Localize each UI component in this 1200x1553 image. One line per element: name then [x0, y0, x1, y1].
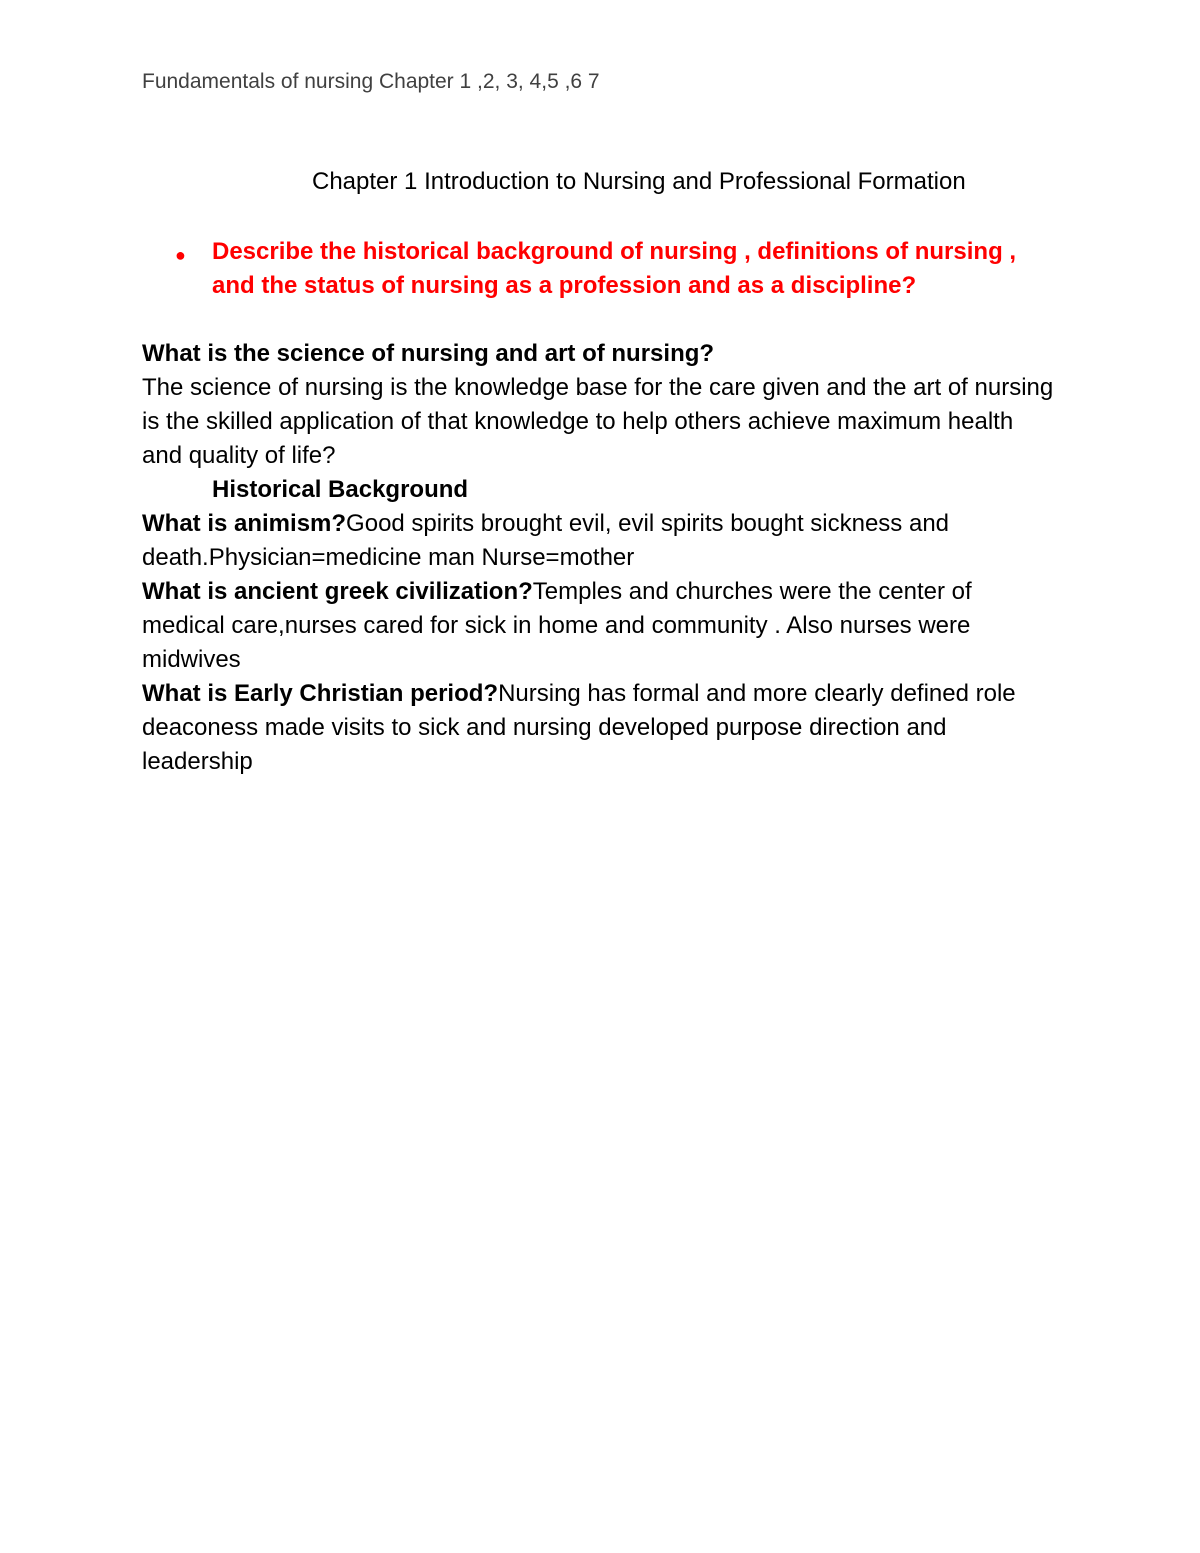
bullet-icon: ●: [175, 245, 186, 265]
document-body: [142, 337, 1057, 779]
answer-christian: Nursing has formal and more clearly defined role deaconess made visits to sick and nursing developed purpose direction and leadership: [142, 680, 1016, 775]
document-header: Fundamentals of nursing Chapter 1 ,2, 3, 4,5 ,6 7: [142, 70, 600, 93]
answer-greek: Temples and churches were the center of medical care,nurses cared for sick in home and community . Also nurses were midwives: [142, 578, 972, 673]
answer-paragraph: The science of nursing is the knowledge base for the care given and the art of nursing is the skilled application of that knowledge to help others achieve maximum health and quality of life?: [142, 374, 1054, 469]
qa-animism: [142, 507, 1057, 575]
section-heading-historical: Historical Background: [212, 476, 469, 503]
qa-greek: [142, 575, 1057, 677]
question-heading: What is the science of nursing and art of nursing?: [142, 340, 715, 367]
question-greek: What is ancient greek civilization?: [142, 578, 533, 605]
question-christian: What is Early Christian period?: [142, 680, 499, 707]
learning-objective: Describe the historical background of nursing , definitions of nursing , and the status of nursing as a profession and as a discipline?: [212, 238, 1017, 299]
chapter-title: Chapter 1 Introduction to Nursing and Professional Formation: [312, 168, 966, 195]
answer-animism: Good spirits brought evil, evil spirits bought sickness and death.Physician=medicine man Nurse=mother: [142, 510, 950, 571]
qa-christian: [142, 677, 1057, 779]
question-animism: What is animism?: [142, 510, 347, 537]
